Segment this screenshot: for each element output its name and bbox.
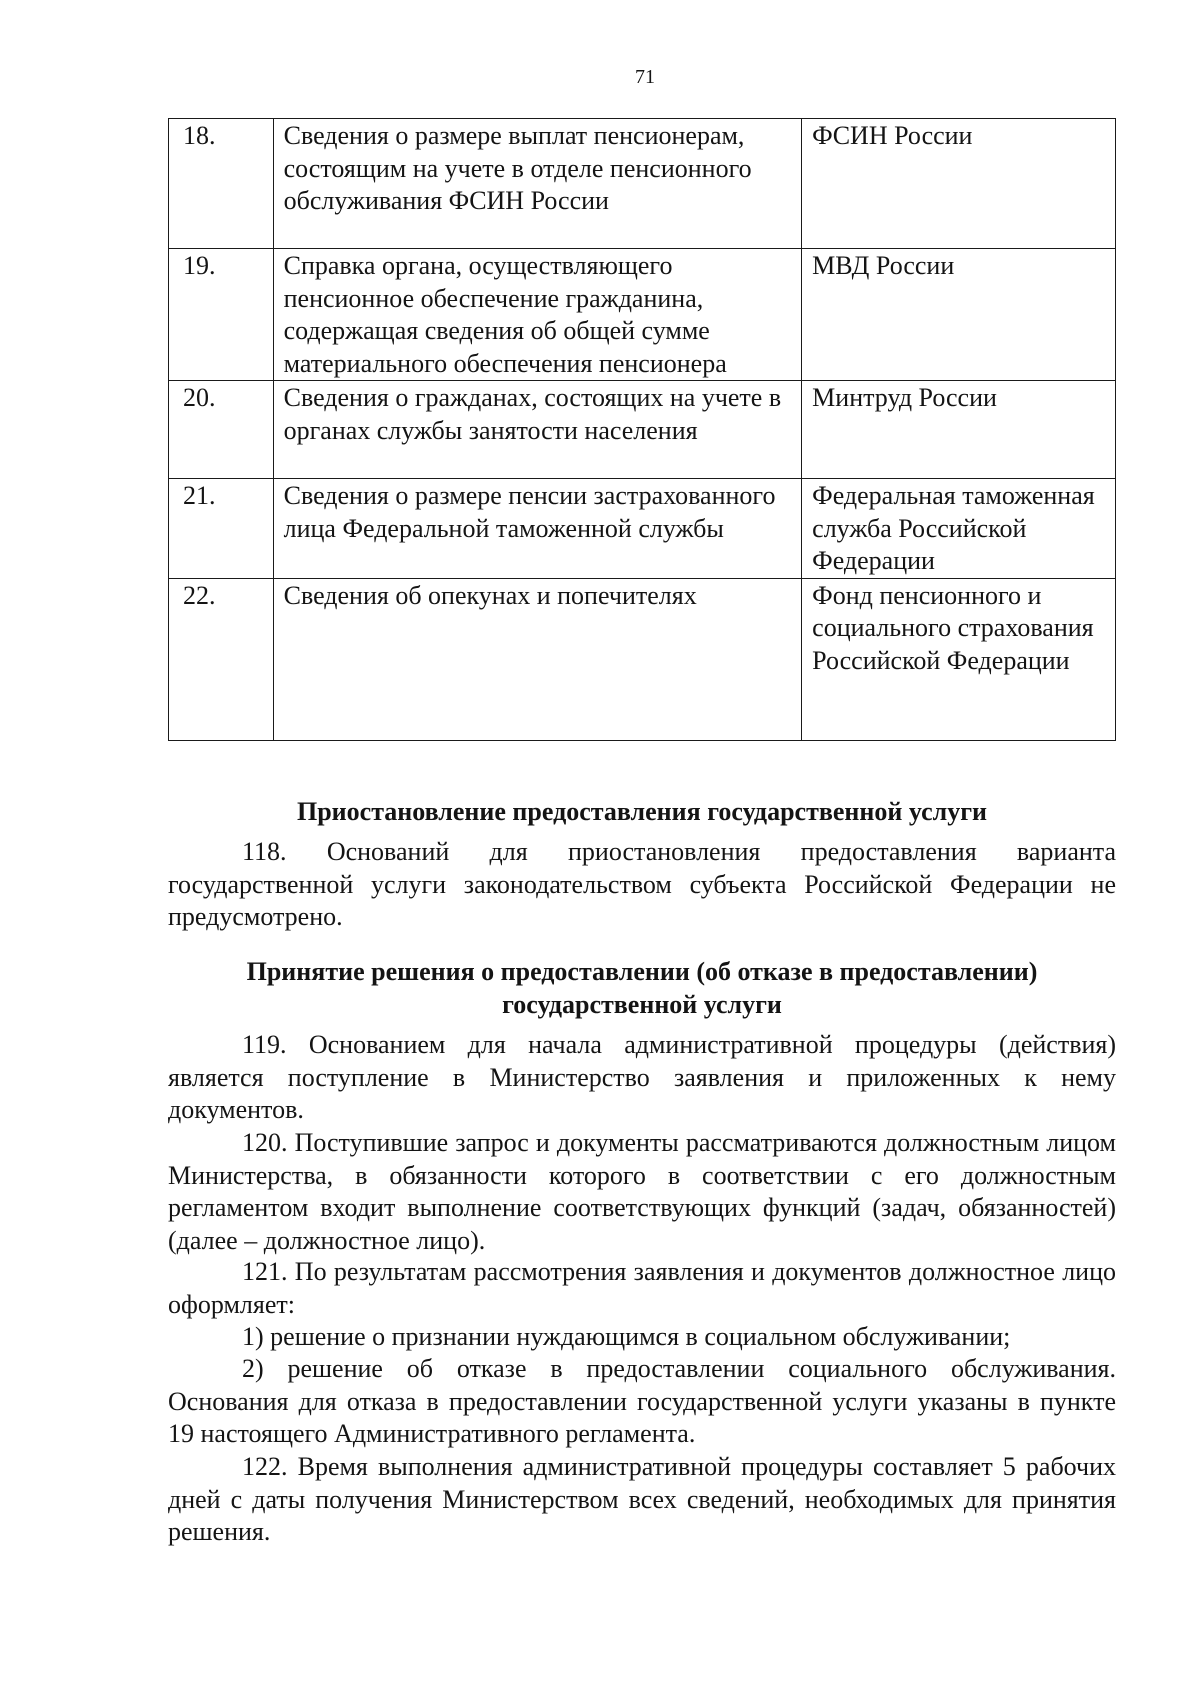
agency-name: Фонд пенсионного и социального страхования Российской Федерации <box>802 578 1116 740</box>
documents-table <box>168 118 1116 741</box>
table-row <box>169 479 1116 579</box>
row-number: 20. <box>169 381 274 479</box>
section-heading-decision-line2: государственной услуги <box>502 990 782 1019</box>
paragraph-122: 122. Время выполнения административной процедуры составляет 5 рабочих дней с даты получения Министерством всех сведений, необходимых для принятия решения. <box>168 1452 1116 1546</box>
section-heading-decision-line1: Принятие решения о предоставлении (об отказе в предоставлении) <box>246 957 1038 986</box>
row-number: 18. <box>169 119 274 249</box>
agency-name: Федеральная таможенная служба Российской Федерации <box>802 479 1116 579</box>
table-row <box>169 381 1116 479</box>
agency-name: Минтруд России <box>802 381 1116 479</box>
section-heading-suspension: Приостановление предоставления государственной услуги <box>296 797 987 826</box>
table-row <box>169 249 1116 381</box>
list-item-1: 1) решение о признании нуждающимся в социальном обслуживании; <box>242 1322 1011 1351</box>
paragraph-120: 120. Поступившие запрос и документы рассматриваются должностным лицом Министерства, в обязанности которого в соответствии с его должностным регламентом входит выполнение соответствующих функций (задач, обязанностей) (далее – должностное лицо). <box>168 1128 1116 1255</box>
agency-name: МВД России <box>802 249 1116 381</box>
document-name: Сведения об опекунах и попечителях <box>273 578 802 740</box>
paragraph-121: 121. По результатам рассмотрения заявления и документов должностное лицо оформляет: <box>168 1257 1116 1319</box>
agency-name: ФСИН России <box>802 119 1116 249</box>
list-item-2: 2) решение об отказе в предоставлении социального обслуживания. Основания для отказа в предоставлении государственной услуги указаны в пункте 19 настоящего Административного регламента. <box>168 1354 1116 1448</box>
table-row <box>169 119 1116 249</box>
table-row <box>169 578 1116 740</box>
document-name: Справка органа, осуществляющего пенсионное обеспечение гражданина, содержащая сведения об общей сумме материального обеспечения пенсионера <box>273 249 802 381</box>
page-number: 71 <box>635 66 655 88</box>
row-number: 19. <box>169 249 274 381</box>
row-number: 21. <box>169 479 274 579</box>
document-name: Сведения о размере пенсии застрахованного лица Федеральной таможенной службы <box>273 479 802 579</box>
row-number: 22. <box>169 578 274 740</box>
document-name: Сведения о размере выплат пенсионерам, состоящим на учете в отделе пенсионного обслуживания ФСИН России <box>273 119 802 249</box>
paragraph-118: 118. Оснований для приостановления предоставления варианта государственной услуги законодательством субъекта Российской Федерации не предусмотрено. <box>168 837 1116 931</box>
paragraph-119: 119. Основанием для начала административной процедуры (действия) является поступление в Министерство заявления и приложенных к нему документов. <box>168 1030 1116 1124</box>
document-name: Сведения о гражданах, состоящих на учете в органах службы занятости населения <box>273 381 802 479</box>
